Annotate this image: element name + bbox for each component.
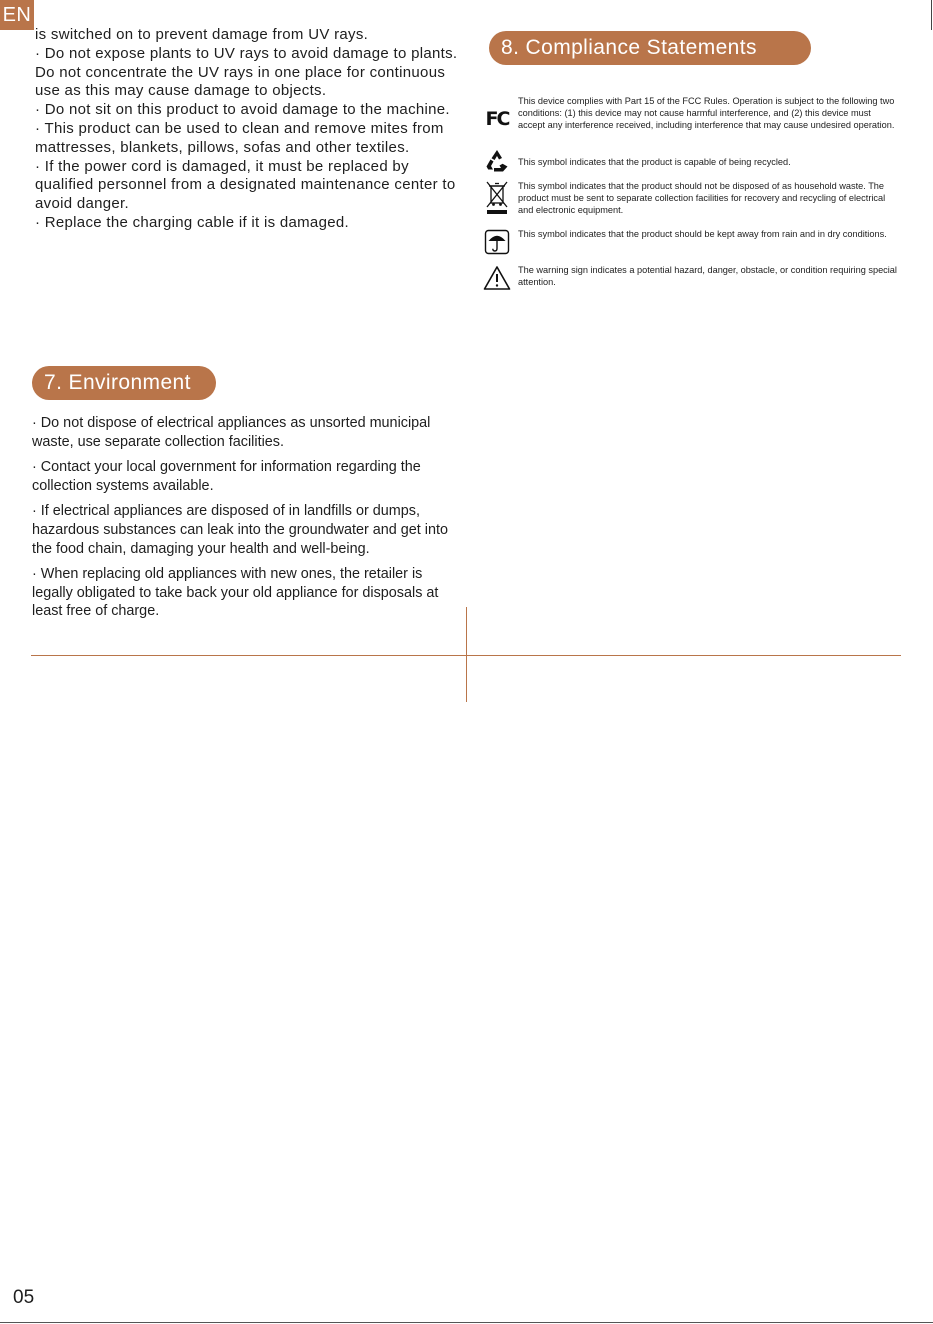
recycle-icon (482, 146, 512, 176)
safety-note: · This product can be used to clean and remove mites from mattresses, blankets, pillows, sofas and other textiles. (35, 119, 444, 156)
edge-rule (931, 0, 932, 30)
compliance-text: This symbol indicates that the product should not be disposed of as household waste. The product must be sent to separate collection facilities for recovery and recycling of electrical and electronic equipment. (518, 181, 886, 215)
compliance-text: This symbol indicates that the product is capable of being recycled. (518, 157, 791, 167)
page-number: 05 (13, 1287, 35, 1308)
warning-triangle-icon (482, 263, 512, 293)
compliance-heading: 8. Compliance Statements (489, 31, 811, 65)
environment-item: · If electrical appliances are disposed of in landfills or dumps, hazardous substances can leak into the groundwater and get into the food chain, damaging your health and well-being. (32, 503, 449, 557)
umbrella-icon (482, 227, 512, 257)
safety-note: · If the power cord is damaged, it must be replaced by qualified personnel from a designated maintenance center to avoid danger. (35, 157, 456, 213)
weee-bin-icon (482, 179, 512, 215)
environment-item: · When replacing old appliances with new ones, the retailer is legally obligated to take back your old appliance for disposals at least free of charge. (32, 566, 439, 620)
environment-item: · Do not dispose of electrical appliances as unsorted municipal waste, use separate collection facilities. (32, 415, 431, 450)
bottom-rule (0, 1322, 933, 1323)
fcc-logo-icon: FC (485, 108, 509, 130)
safety-note: · Do not expose plants to UV rays to avoid damage to plants. Do not concentrate the UV rays in one place for continuous use as this may cause damage to objects. (35, 44, 458, 100)
environment-heading: 7. Environment (32, 366, 216, 400)
language-tab: EN (0, 0, 34, 30)
compliance-text: This device complies with Part 15 of the FCC Rules. Operation is subject to the following two conditions: (1) this device may not cause harmful interference, and (2) this device must accept any interference received, including interference that may cause undesired operation. (518, 96, 895, 130)
compliance-text: The warning sign indicates a potential hazard, danger, obstacle, or condition requiring special attention. (518, 265, 897, 287)
safety-notes-continued (35, 26, 460, 233)
environment-list (32, 414, 460, 628)
safety-note: · Replace the charging cable if it is damaged. (35, 213, 349, 231)
compliance-text: This symbol indicates that the product should be kept away from rain and in dry conditions. (518, 229, 887, 239)
section-divider (31, 655, 901, 656)
safety-note: is switched on to prevent damage from UV rays. (35, 26, 369, 43)
safety-note: · Do not sit on this product to avoid damage to the machine. (35, 101, 450, 119)
environment-item: · Contact your local government for information regarding the collection systems available. (32, 459, 421, 494)
